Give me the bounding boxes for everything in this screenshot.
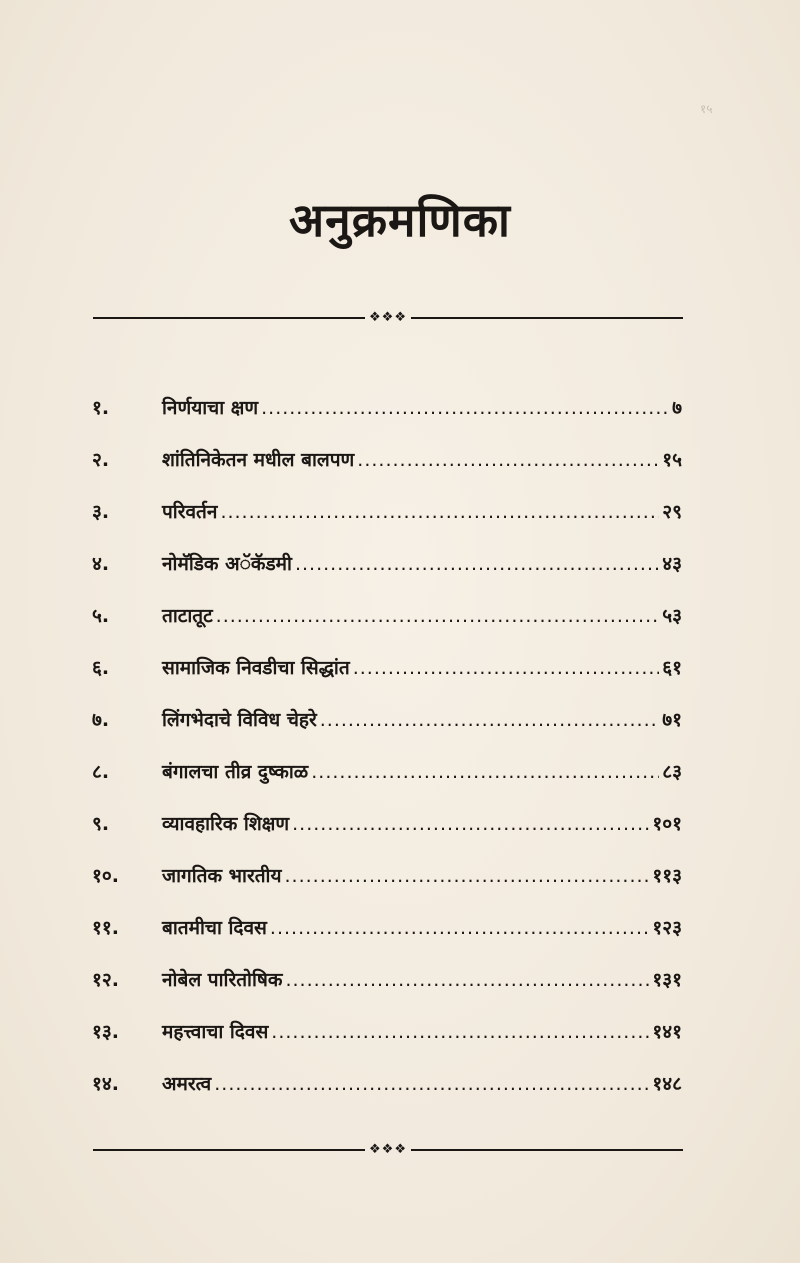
toc-entry	[0, 804, 800, 842]
top-divider	[93, 308, 683, 328]
chapter-title: महत्त्वाचा दिवस	[162, 1021, 269, 1043]
page-number: ११३	[652, 865, 682, 887]
toc-entry	[0, 440, 800, 478]
chapter-title: ताटातूट	[162, 605, 213, 627]
chapter-title: अमरत्व	[162, 1073, 212, 1095]
page-number: २९	[662, 501, 682, 523]
chapter-title: बंगालचा तीव्र दुष्काळ	[162, 761, 309, 783]
chapter-number: १०.	[92, 865, 119, 887]
chapter-number: ५.	[92, 605, 110, 627]
chapter-number: १३.	[92, 1021, 119, 1043]
faint-corner-mark: १५	[700, 102, 713, 116]
dot-leader	[271, 1021, 649, 1043]
chapter-title: परिवर्तन	[162, 501, 218, 523]
dot-leader	[214, 1073, 649, 1095]
ornament-icon: ❖❖❖	[369, 310, 407, 325]
dot-leader	[292, 813, 649, 835]
dot-leader	[320, 709, 659, 731]
page-number: १४८	[652, 1073, 682, 1095]
divider-line-left	[93, 1149, 365, 1151]
chapter-number: ४.	[92, 553, 110, 575]
dot-leader	[285, 969, 649, 991]
dot-leader	[295, 553, 659, 575]
chapter-title: नोमॅडिक अॅकॅडमी	[162, 553, 292, 575]
chapter-title: व्यावहारिक शिक्षण	[162, 813, 290, 835]
dot-leader	[270, 917, 649, 939]
dot-leader	[357, 449, 659, 471]
ornament-icon: ❖❖❖	[369, 1142, 407, 1157]
chapter-number: ११.	[92, 917, 119, 939]
toc-entry	[0, 700, 800, 738]
toc-entry	[0, 908, 800, 946]
page-number: १०१	[652, 813, 682, 835]
dot-leader	[285, 865, 650, 887]
chapter-number: १४.	[92, 1073, 119, 1095]
page-number: ७१	[662, 709, 682, 731]
chapter-title: बातमीचा दिवस	[162, 917, 267, 939]
page-number: ७	[672, 397, 682, 419]
toc-entry	[0, 1012, 800, 1050]
toc-entry	[0, 388, 800, 426]
chapter-number: ९.	[92, 813, 110, 835]
page-title: अनुक्रमणिका	[289, 193, 511, 247]
dot-leader	[220, 501, 659, 523]
chapter-title: सामाजिक निवडीचा सिद्धांत	[162, 657, 350, 679]
divider-line-left	[93, 317, 365, 319]
toc-entry	[0, 596, 800, 634]
toc-entry	[0, 544, 800, 582]
dot-leader	[311, 761, 659, 783]
chapter-number: १२.	[92, 969, 119, 991]
page-number: ४३	[662, 553, 682, 575]
dot-leader	[216, 605, 660, 627]
bottom-divider	[93, 1140, 683, 1160]
page-number: १५	[662, 449, 682, 471]
divider-line-right	[411, 317, 683, 319]
chapter-number: १.	[92, 397, 110, 419]
chapter-number: ७.	[92, 709, 110, 731]
toc-entry	[0, 492, 800, 530]
toc-entry	[0, 960, 800, 998]
divider-line-right	[411, 1149, 683, 1151]
chapter-title: जागतिक भारतीय	[162, 865, 282, 887]
page-number: १४१	[652, 1021, 682, 1043]
chapter-number: २.	[92, 449, 110, 471]
chapter-title: शांतिनिकेतन मधील बालपण	[162, 449, 355, 471]
chapter-title: निर्णयाचा क्षण	[162, 397, 259, 419]
toc-entry	[0, 752, 800, 790]
page-number: ८३	[662, 761, 682, 783]
chapter-number: ८.	[92, 761, 110, 783]
page-number: १२३	[652, 917, 682, 939]
chapter-number: ६.	[92, 657, 110, 679]
toc-entry	[0, 856, 800, 894]
toc-entry	[0, 648, 800, 686]
page-number: ५३	[662, 605, 682, 627]
chapter-title: नोबेल पारितोषिक	[162, 969, 283, 991]
page-number: १३१	[652, 969, 682, 991]
dot-leader	[261, 397, 669, 419]
dot-leader	[353, 657, 660, 679]
page-number: ६१	[662, 657, 682, 679]
chapter-number: ३.	[92, 501, 110, 523]
toc-entry	[0, 1064, 800, 1102]
chapter-title: लिंगभेदाचे विविध चेहरे	[162, 709, 317, 731]
